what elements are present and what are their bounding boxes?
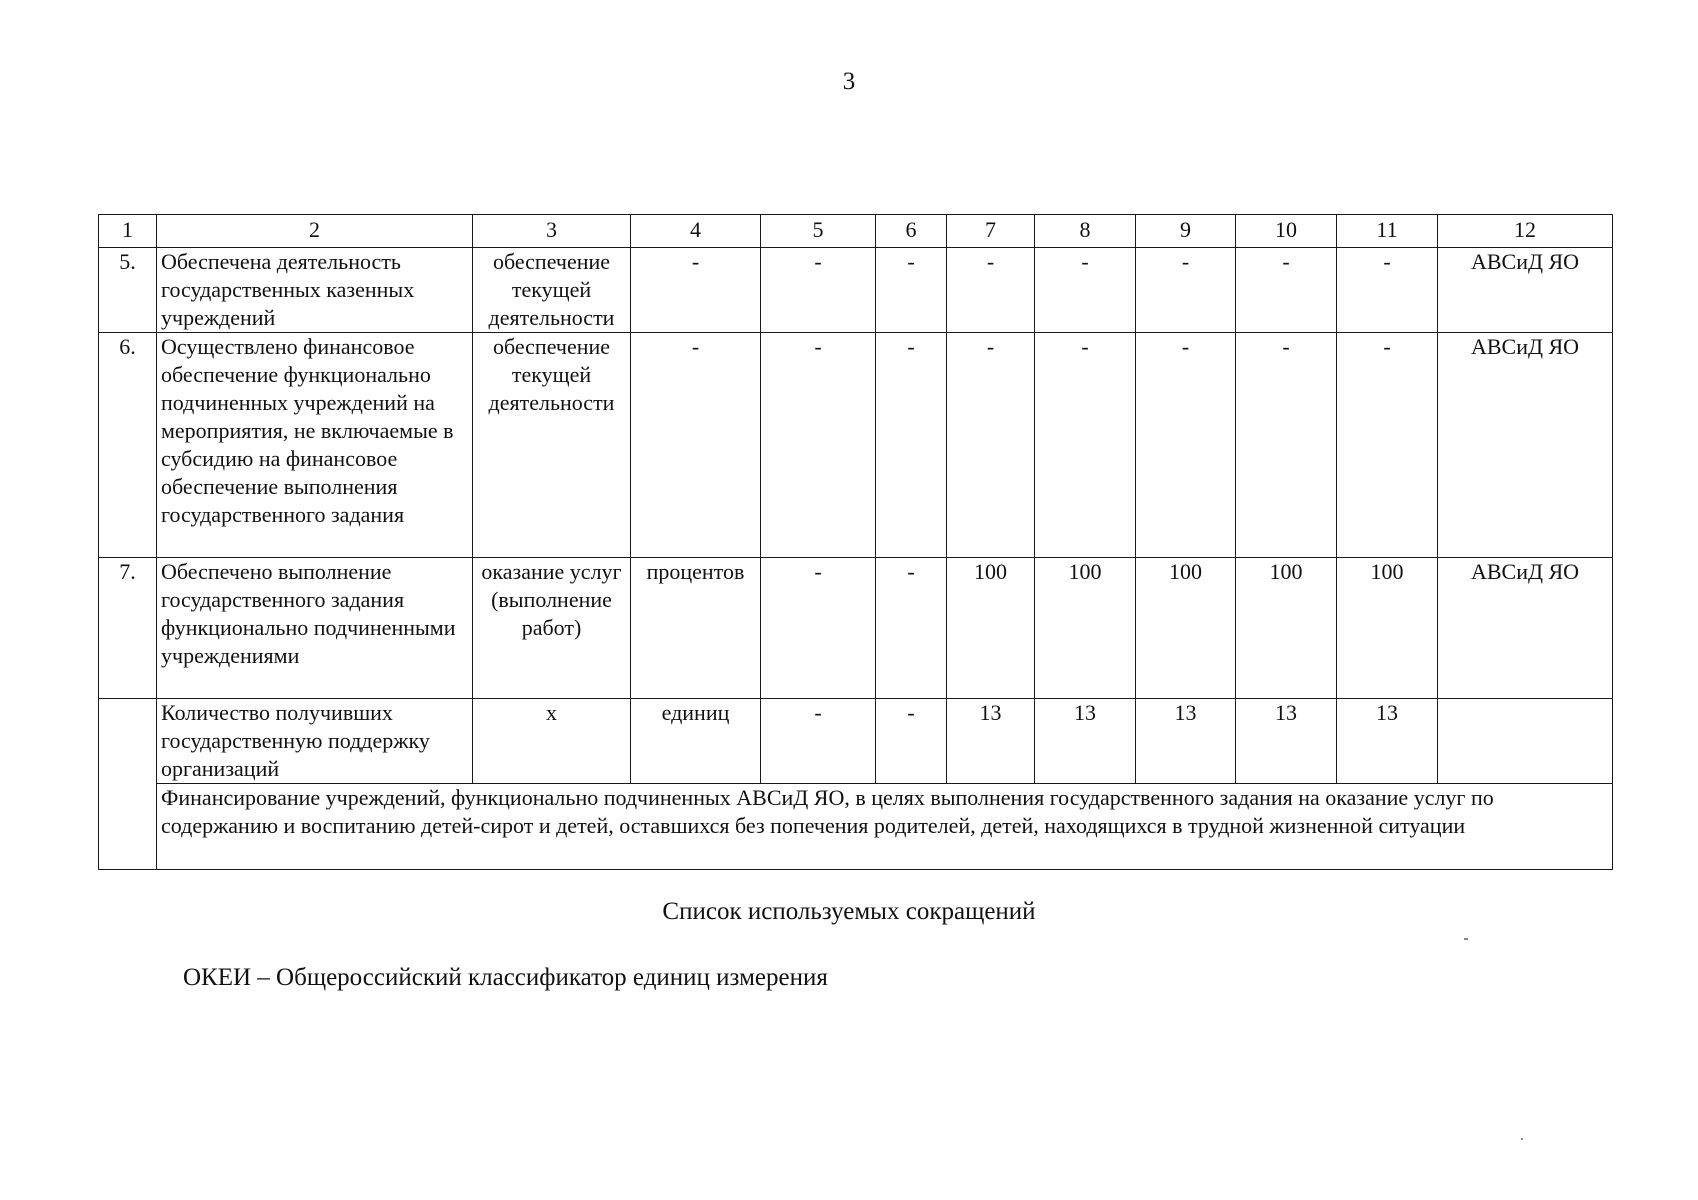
row-value: 100	[1236, 558, 1337, 699]
table-note: Финансирование учреждений, функционально подчиненных АВСиД ЯО, в целях выполнения государственного задания на оказание услуг по содержанию и воспитанию детей-сирот и детей, оставшихся без попечения родителей, детей, находящихся в трудной жизненной ситуации	[157, 784, 1613, 870]
table-row	[99, 699, 1613, 784]
row-executor: АВСиД ЯО	[1438, 248, 1613, 333]
table-note-row	[99, 784, 1613, 870]
column-number: 9	[1136, 215, 1236, 248]
row-value: -	[1236, 248, 1337, 333]
row-name: Обеспечено выполнение государственного задания функционально подчиненными учреждениями	[157, 558, 473, 699]
row-value: 100	[1035, 558, 1136, 699]
row-value: -	[1035, 333, 1136, 558]
row-value: 13	[1136, 699, 1236, 784]
row-value: -	[1035, 248, 1136, 333]
row-value: 13	[1236, 699, 1337, 784]
page-number: 3	[842, 68, 856, 95]
row-name: Осуществлено финансовое обеспечение функционально подчиненных учреждений на мероприятия, не включаемые в субсидию на финансовое обеспечение выполнения государственного задания	[157, 333, 473, 558]
row-unit: -	[631, 333, 761, 558]
column-number: 12	[1438, 215, 1613, 248]
row-type: обеспечение текущей деятельности	[473, 333, 631, 558]
row-executor: АВСиД ЯО	[1438, 558, 1613, 699]
row-executor: АВСиД ЯО	[1438, 333, 1613, 558]
abbreviations-heading: Список используемых сокращений	[662, 898, 1036, 925]
row-value: -	[1337, 248, 1438, 333]
row-value: -	[876, 699, 947, 784]
column-number: 4	[631, 215, 761, 248]
row-unit: единиц	[631, 699, 761, 784]
row-value: 13	[947, 699, 1035, 784]
column-number-row	[99, 215, 1613, 248]
column-number: 3	[473, 215, 631, 248]
row-value: -	[1136, 333, 1236, 558]
row-value: -	[1337, 333, 1438, 558]
row-type: оказание услуг (выполнение работ)	[473, 558, 631, 699]
column-number: 5	[761, 215, 876, 248]
row-value: 100	[1136, 558, 1236, 699]
column-number: 11	[1337, 215, 1438, 248]
row-name: Обеспечена деятельность государственных казенных учреждений	[157, 248, 473, 333]
row-type: х	[473, 699, 631, 784]
abbreviation-item: ОКЕИ – Общероссийский классификатор единиц измерения	[183, 964, 828, 991]
column-number: 6	[876, 215, 947, 248]
row-value: 100	[947, 558, 1035, 699]
column-number: 2	[157, 215, 473, 248]
row-type: обеспечение текущей деятельности	[473, 248, 631, 333]
row-value: -	[761, 333, 876, 558]
row-value: -	[876, 558, 947, 699]
column-number: 7	[947, 215, 1035, 248]
row-value: -	[947, 333, 1035, 558]
table-row	[99, 248, 1613, 333]
table-row	[99, 558, 1613, 699]
row-value: -	[876, 333, 947, 558]
scan-speck	[1521, 1138, 1523, 1140]
row-value: 13	[1035, 699, 1136, 784]
row-value: -	[1136, 248, 1236, 333]
row-number	[99, 699, 157, 870]
column-number: 8	[1035, 215, 1136, 248]
row-value: -	[1236, 333, 1337, 558]
row-number: 7.	[99, 558, 157, 699]
row-value: -	[876, 248, 947, 333]
column-number: 1	[99, 215, 157, 248]
table-row	[99, 333, 1613, 558]
row-value: 13	[1337, 699, 1438, 784]
program-table	[98, 214, 1613, 870]
row-name: Количество получивших государственную поддержку организаций	[157, 699, 473, 784]
row-value: -	[947, 248, 1035, 333]
row-value: 100	[1337, 558, 1438, 699]
row-value: -	[761, 558, 876, 699]
row-number: 6.	[99, 333, 157, 558]
scan-speck	[1464, 938, 1468, 940]
row-number: 5.	[99, 248, 157, 333]
row-unit: процентов	[631, 558, 761, 699]
column-number: 10	[1236, 215, 1337, 248]
row-value: -	[761, 699, 876, 784]
row-unit: -	[631, 248, 761, 333]
row-executor	[1438, 699, 1613, 784]
row-value: -	[761, 248, 876, 333]
